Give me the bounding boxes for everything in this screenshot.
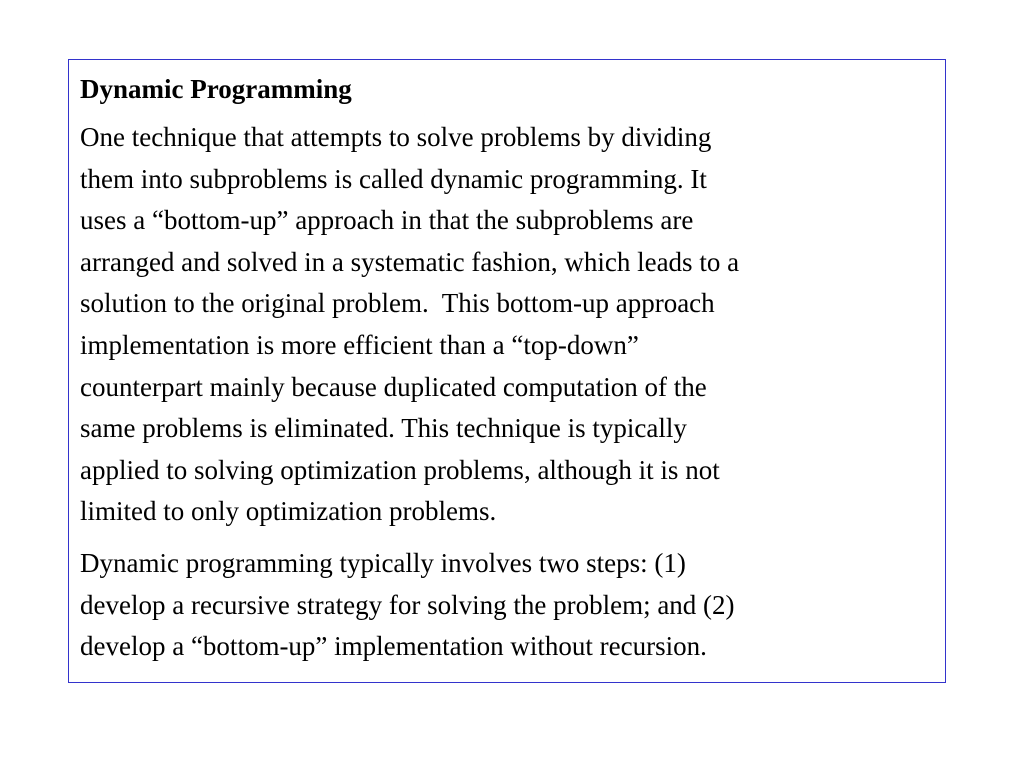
paragraph-line: develop a recursive strategy for solving the problem; and (2) — [80, 589, 735, 620]
slide-heading: Dynamic Programming — [80, 74, 352, 104]
paragraph-definition — [80, 117, 935, 533]
paragraph-steps — [80, 543, 935, 668]
paragraph-line: implementation is more efficient than a “top-down” — [80, 329, 639, 360]
paragraph-line: limited to only optimization problems. — [80, 496, 497, 527]
paragraph-line: uses a “bottom-up” approach in that the subproblems are — [80, 205, 694, 236]
paragraph-line: solution to the original problem. This bottom-up approach — [80, 288, 715, 319]
paragraph-line: Dynamic programming typically involves two steps: (1) — [80, 547, 686, 578]
paragraph-line: develop a “bottom-up” implementation without recursion. — [80, 631, 707, 662]
paragraph-line: counterpart mainly because duplicated computation of the — [80, 371, 707, 402]
text-box — [68, 59, 946, 683]
paragraph-line: same problems is eliminated. This technique is typically — [80, 413, 687, 444]
paragraph-line: One technique that attempts to solve problems by dividing — [80, 122, 712, 152]
paragraph-line: applied to solving optimization problems, although it is not — [80, 454, 720, 485]
paragraph-line: arranged and solved in a systematic fashion, which leads to a — [80, 246, 740, 277]
paragraph-line: them into subproblems is called dynamic programming. It — [80, 163, 707, 194]
